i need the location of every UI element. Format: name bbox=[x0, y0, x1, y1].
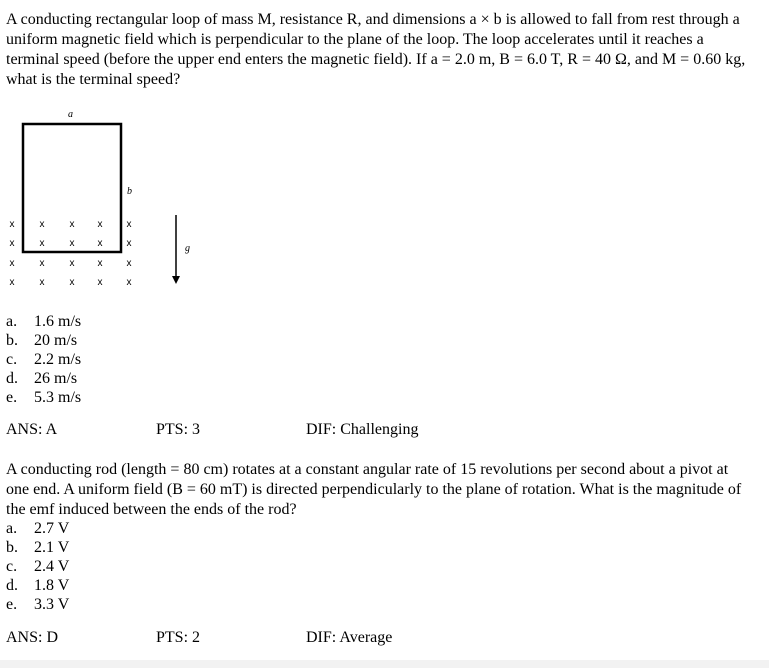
field-x-marker: x bbox=[69, 277, 75, 288]
falling-loop-diagram bbox=[0, 100, 230, 300]
choice-letter: a. bbox=[6, 520, 18, 537]
choice-row bbox=[6, 350, 306, 369]
question-1-meta bbox=[6, 420, 746, 440]
field-x-marker: x bbox=[126, 258, 132, 269]
choice-row bbox=[6, 538, 306, 557]
choice-letter: d. bbox=[6, 370, 18, 387]
choice-letter: e. bbox=[6, 389, 18, 406]
choice-text: 1.8 V bbox=[34, 577, 70, 594]
difficulty: DIF: Challenging bbox=[306, 421, 419, 438]
field-x-marker: x bbox=[9, 219, 15, 230]
points: PTS: 3 bbox=[156, 421, 201, 438]
field-x-marker: x bbox=[39, 277, 45, 288]
choice-letter: a. bbox=[6, 313, 18, 330]
field-x-marker: x bbox=[97, 219, 103, 230]
field-x-marker: x bbox=[39, 258, 45, 269]
choice-row bbox=[6, 331, 306, 350]
choice-text: 2.1 V bbox=[34, 539, 70, 556]
field-x-marker: x bbox=[97, 277, 103, 288]
points: PTS: 2 bbox=[156, 629, 201, 646]
field-x-marker: x bbox=[97, 258, 103, 269]
label-b: b bbox=[127, 186, 132, 197]
choice-row bbox=[6, 369, 306, 388]
choice-row bbox=[6, 388, 306, 407]
field-x-marker: x bbox=[126, 238, 132, 249]
question-1-choices bbox=[6, 312, 306, 407]
question-2-choices bbox=[6, 519, 306, 614]
bottom-strip bbox=[0, 660, 769, 668]
magnetic-field-markers bbox=[10, 219, 132, 288]
choice-text: 26 m/s bbox=[34, 370, 78, 387]
choice-text: 2.7 V bbox=[34, 520, 70, 537]
label-a: a bbox=[68, 109, 73, 120]
choice-letter: c. bbox=[6, 351, 18, 368]
question-2 bbox=[6, 460, 751, 520]
field-x-marker: x bbox=[9, 277, 15, 288]
question-2-meta bbox=[6, 628, 746, 648]
field-x-marker: x bbox=[69, 219, 75, 230]
choice-text: 2.2 m/s bbox=[34, 351, 82, 368]
diagram-svg bbox=[0, 100, 230, 300]
gravity-arrow-head bbox=[172, 276, 180, 284]
choice-letter: b. bbox=[6, 539, 18, 556]
choice-row bbox=[6, 576, 306, 595]
choice-letter: d. bbox=[6, 577, 18, 594]
answer-key: ANS: A bbox=[6, 421, 58, 438]
question-2-text: A conducting rod (length = 80 cm) rotates at a constant angular rate of 15 revolutions per second about a pivot at one end. A uniform field (B = 60 mT) is directed perpendicularly to the plane of rotation. What is the magnitude of the emf induced between the ends of the rod? bbox=[6, 461, 742, 518]
field-x-marker: x bbox=[39, 219, 45, 230]
choice-row bbox=[6, 519, 306, 538]
field-x-marker: x bbox=[126, 219, 132, 230]
field-x-marker: x bbox=[39, 238, 45, 249]
question-1-text: A conducting rectangular loop of mass M, resistance R, and dimensions a × b is allowed to fall from rest through a uniform magnetic field which is perpendicular to the plane of the loop. The loop accelerates until it reaches a terminal speed (before the upper end enters the magnetic field). If a = 2.0 m, B = 6.0 T, R = 40 Ω, and M = 0.60 kg, what is the terminal speed? bbox=[6, 11, 746, 88]
field-x-marker: x bbox=[9, 258, 15, 269]
difficulty: DIF: Average bbox=[306, 629, 393, 646]
choice-row bbox=[6, 595, 306, 614]
question-1 bbox=[6, 10, 751, 90]
label-g: g bbox=[185, 243, 190, 254]
choice-text: 5.3 m/s bbox=[34, 389, 82, 406]
conducting-loop bbox=[23, 124, 121, 252]
choice-letter: b. bbox=[6, 332, 18, 349]
field-x-marker: x bbox=[9, 238, 15, 249]
choice-text: 3.3 V bbox=[34, 596, 70, 613]
choice-text: 20 m/s bbox=[34, 332, 78, 349]
field-x-marker: x bbox=[69, 238, 75, 249]
field-x-marker: x bbox=[97, 238, 103, 249]
choice-text: 2.4 V bbox=[34, 558, 70, 575]
answer-key: ANS: D bbox=[6, 629, 59, 646]
field-x-marker: x bbox=[69, 258, 75, 269]
choice-row bbox=[6, 312, 306, 331]
choice-row bbox=[6, 557, 306, 576]
choice-text: 1.6 m/s bbox=[34, 313, 82, 330]
field-x-marker: x bbox=[126, 277, 132, 288]
choice-letter: c. bbox=[6, 558, 18, 575]
choice-letter: e. bbox=[6, 596, 18, 613]
